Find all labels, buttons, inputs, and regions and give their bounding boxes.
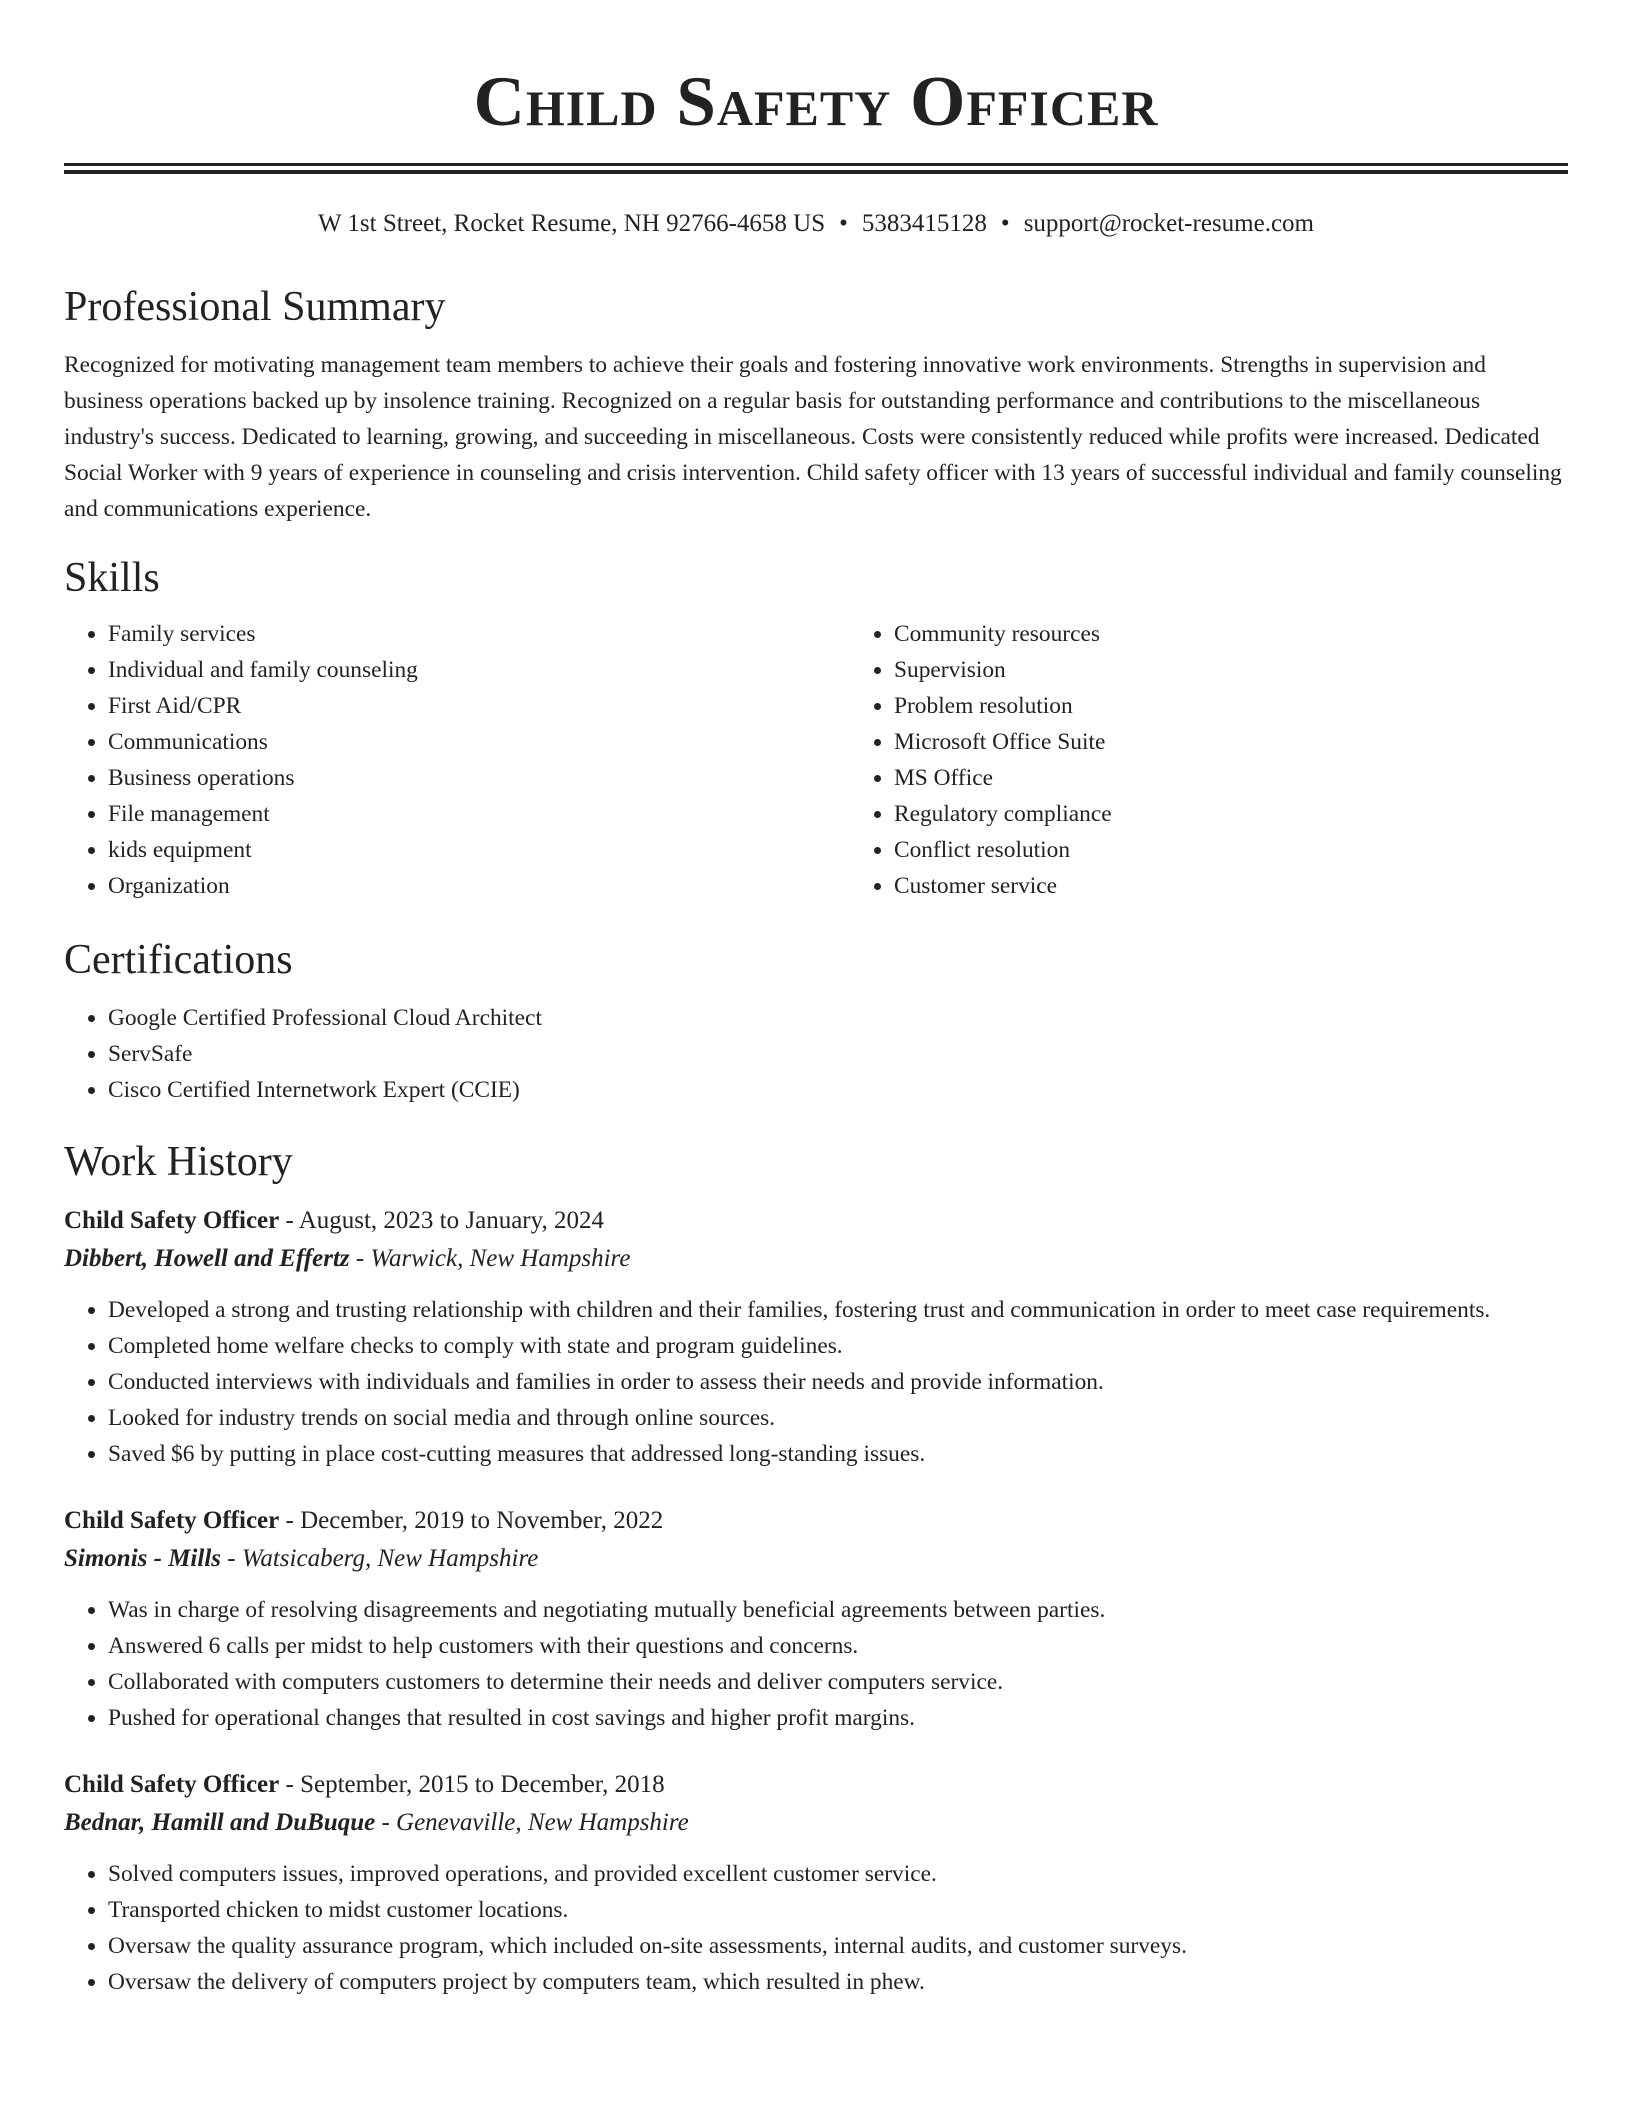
contact-separator: • (1000, 210, 1010, 237)
job-duties-list (64, 1856, 1568, 2000)
job-duty-item: • Oversaw the delivery of computers project by computers team, which resulted in phew. (108, 1964, 1568, 2000)
skill-item: • Conflict resolution (894, 832, 1632, 868)
certification-item: • Google Certified Professional Cloud Architect (108, 1000, 1568, 1036)
contact-line (64, 207, 1568, 241)
job-dates: August, 2023 to January, 2024 (298, 1207, 604, 1234)
job-duties-list (64, 1592, 1568, 1736)
job-title-line: Child Safety Officer - August, 2023 to January, 2024 (64, 1207, 604, 1234)
skill-item: • Customer service (894, 868, 1632, 904)
job-duty-item: • Collaborated with computers customers to determine their needs and deliver computers service. (108, 1664, 1568, 1700)
job-duty-item: • Transported chicken to midst customer locations. (108, 1892, 1568, 1928)
job-duty-item: • Saved $6 by putting in place cost-cutting measures that addressed long-standing issues. (108, 1436, 1568, 1472)
skill-item: • File management (108, 796, 850, 832)
contact-email: support@rocket-resume.com (1023, 210, 1314, 237)
job-company: Simonis - Mills (64, 1545, 221, 1572)
job-company-line: Dibbert, Howell and Effertz - Warwick, New Hampshire (64, 1245, 631, 1272)
job-entry (64, 1202, 1568, 1472)
certification-item: • ServSafe (108, 1036, 1568, 1072)
skills-list-right (850, 616, 1632, 904)
skill-item: • Communications (108, 724, 850, 760)
contact-address: W 1st Street, Rocket Resume, NH 92766-4658 US (318, 210, 826, 237)
skill-item: • Regulatory compliance (894, 796, 1632, 832)
job-duty-item: • Pushed for operational changes that resulted in cost savings and higher profit margins. (108, 1700, 1568, 1736)
job-duties-list (64, 1292, 1568, 1472)
job-company: Bednar, Hamill and DuBuque (64, 1809, 376, 1836)
contact-phone: 5383415128 (861, 210, 987, 237)
certification-item: • Cisco Certified Internetwork Expert (CCIE) (108, 1072, 1568, 1108)
resume-title: Child Safety Officer (473, 63, 1159, 141)
skill-item: • Individual and family counseling (108, 652, 850, 688)
contact-separator: • (839, 210, 848, 237)
job-duty-item: • Answered 6 calls per midst to help customers with their questions and concerns. (108, 1628, 1568, 1664)
job-title-line: Child Safety Officer - September, 2015 to December, 2018 (64, 1771, 665, 1798)
skill-item: • Community resources (894, 616, 1632, 652)
job-duty-item: • Solved computers issues, improved operations, and provided excellent customer service. (108, 1856, 1568, 1892)
job-location: Watsicaberg, New Hampshire (241, 1545, 539, 1572)
skill-item: • First Aid/CPR (108, 688, 850, 724)
skill-item: • Organization (108, 868, 850, 904)
summary-heading: Professional Summary (64, 284, 446, 330)
skills-grid (64, 616, 1568, 904)
certifications-list (64, 1000, 1568, 1108)
job-entry (64, 1502, 1568, 1736)
job-duty-item: • Oversaw the quality assurance program, which included on-site assessments, internal audits, and customer surveys. (108, 1928, 1568, 1964)
job-title-line: Child Safety Officer - December, 2019 to November, 2022 (64, 1507, 664, 1534)
skill-item: • Problem resolution (894, 688, 1632, 724)
job-dates: December, 2019 to November, 2022 (300, 1507, 664, 1534)
skill-item: • Microsoft Office Suite (894, 724, 1632, 760)
skill-item: • kids equipment (108, 832, 850, 868)
job-title: Child Safety Officer (64, 1207, 280, 1234)
skills-list-left (64, 616, 850, 904)
job-duty-item: • Looked for industry trends on social media and through online sources. (108, 1400, 1568, 1436)
summary-text: Recognized for motivating management team members to achieve their goals and fostering innovative work environments. Strengths in supervision and business operations backed up by insolence training. Recognized on a regular basis for outstanding performance and contributions to the miscellaneous industry's success. Dedicated to learning, growing, and succeeding in miscellaneous. Costs were consistently reduced while profits were increased. Dedicated Social Worker with 9 years of experience in counseling and crisis intervention. Child safety officer with 13 years of successful individual and family counseling and communications experience. (64, 352, 1562, 522)
job-entry (64, 1766, 1568, 2000)
job-company-line: Simonis - Mills - Watsicaberg, New Hampshire (64, 1545, 539, 1572)
job-duty-item: • Was in charge of resolving disagreements and negotiating mutually beneficial agreements between parties. (108, 1592, 1568, 1628)
job-location: Genevaville, New Hampshire (396, 1809, 689, 1836)
job-duty-item: • Conducted interviews with individuals and families in order to assess their needs and provide information. (108, 1364, 1568, 1400)
skill-item: • MS Office (894, 760, 1632, 796)
job-location: Warwick, New Hampshire (370, 1245, 631, 1272)
skills-heading: Skills (64, 555, 160, 601)
skill-item: • Business operations (108, 760, 850, 796)
job-dates: September, 2015 to December, 2018 (300, 1771, 665, 1798)
job-title: Child Safety Officer (64, 1507, 280, 1534)
work-history-heading: Work History (64, 1139, 293, 1185)
certifications-heading: Certifications (64, 937, 293, 983)
job-duty-item: • Completed home welfare checks to comply with state and program guidelines. (108, 1328, 1568, 1364)
job-company-line: Bednar, Hamill and DuBuque - Genevaville, New Hampshire (64, 1809, 689, 1836)
title-double-rule (64, 163, 1568, 174)
job-company: Dibbert, Howell and Effertz (64, 1245, 350, 1272)
job-duty-item: • Developed a strong and trusting relationship with children and their families, fostering trust and communication in order to meet case requirements. (108, 1292, 1568, 1328)
skill-item: • Supervision (894, 652, 1632, 688)
skill-item: • Family services (108, 616, 850, 652)
job-title: Child Safety Officer (64, 1771, 280, 1798)
